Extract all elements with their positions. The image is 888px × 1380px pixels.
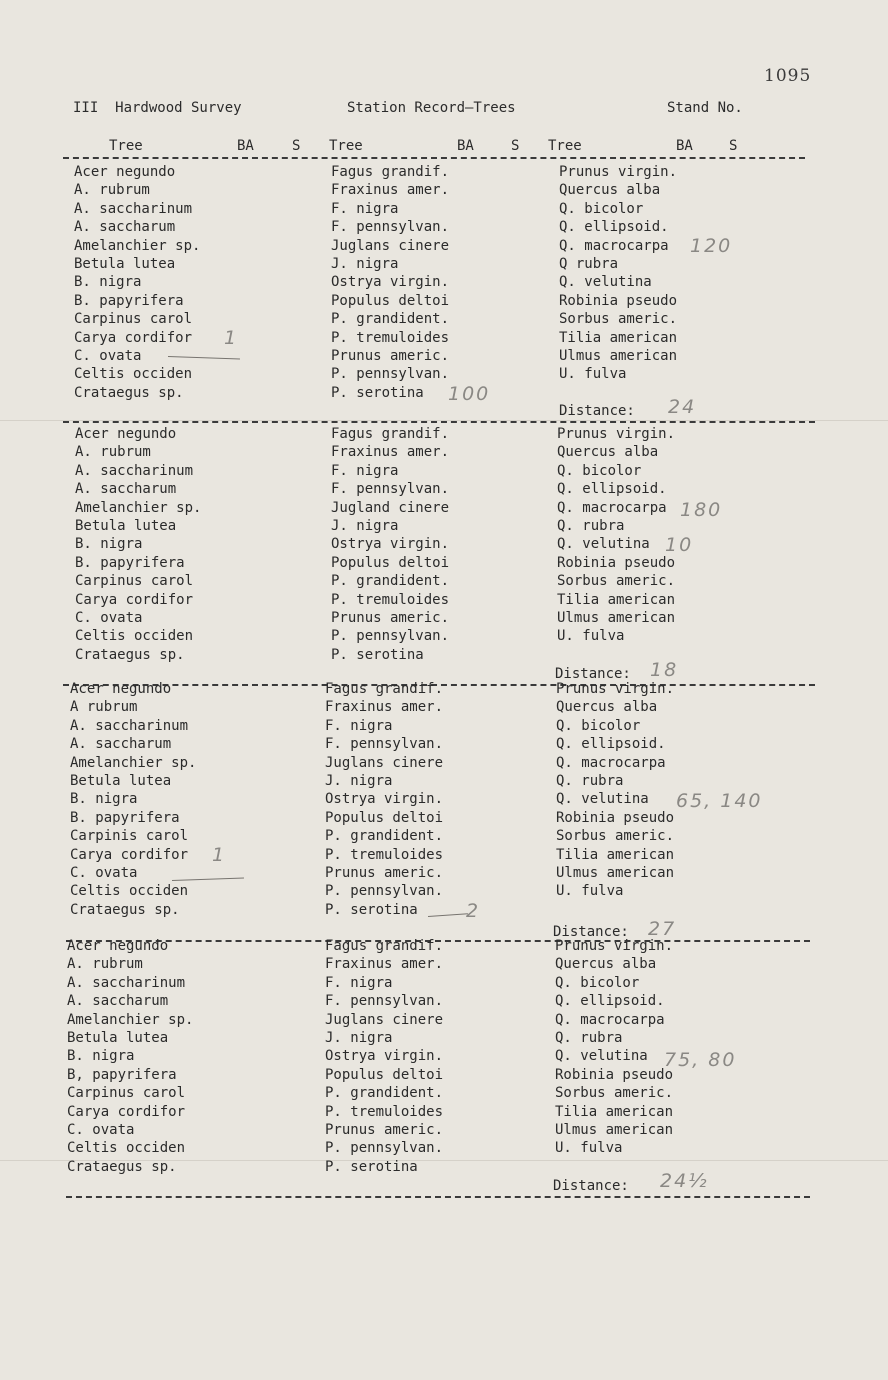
tree-entry: F. pennsylvan. xyxy=(325,993,444,1010)
tree-entry: P. tremuloides xyxy=(331,329,450,346)
header-divider xyxy=(63,157,805,159)
tree-entry: Tilia american xyxy=(557,591,676,608)
tree-entry: A. saccharinum xyxy=(74,200,193,217)
tree-entry: F. pennsylvan. xyxy=(331,219,450,236)
tree-entry: A rubrum xyxy=(70,699,138,716)
tree-entry: Populus deltoi xyxy=(325,809,444,826)
handwritten-ba-value: 100 xyxy=(448,383,491,405)
tree-entry: Carpinus carol xyxy=(75,573,194,590)
tree-entry: Prunus americ. xyxy=(325,864,444,881)
tree-entry: Betula lutea xyxy=(70,772,172,789)
tree-entry: Acer negundo xyxy=(70,681,172,697)
tree-entry: F. nigra xyxy=(331,462,399,479)
tree-entry: P. grandident. xyxy=(325,828,444,845)
tree-entry: Fraxinus amer. xyxy=(325,699,444,716)
tree-entry: Juglans cinere xyxy=(325,754,444,771)
tree-entry: Prunus virgin. xyxy=(555,938,674,954)
tree-entry: J. nigra xyxy=(325,772,393,789)
tree-entry: Q. ellipsoid. xyxy=(557,481,667,498)
tree-entry: Amelanchier sp. xyxy=(75,499,202,516)
tree-entry: P. grandident. xyxy=(331,311,450,328)
tree-entry: B. nigra xyxy=(70,791,138,808)
tree-entry: Sorbus americ. xyxy=(556,828,675,845)
tree-entry: Populus deltoi xyxy=(331,554,450,571)
tree-entry: Q. rubra xyxy=(555,1029,623,1046)
tree-entry: Robinia pseudo xyxy=(557,554,676,571)
tree-entry: Jugland cinere xyxy=(331,499,450,516)
col2-s-header: S xyxy=(511,138,520,154)
section-1-col-1 xyxy=(74,163,294,402)
tree-entry: Populus deltoi xyxy=(325,1066,444,1083)
tree-entry: Q. velutina xyxy=(555,1048,648,1065)
tree-entry: P. pennsylvan. xyxy=(331,628,450,645)
tree-entry: A. rubrum xyxy=(67,956,143,973)
tree-entry: Acer negundo xyxy=(74,164,176,180)
tree-entry: A. saccharum xyxy=(70,736,172,753)
tree-entry: Q. bicolor xyxy=(557,462,642,479)
tree-entry: J. nigra xyxy=(325,1029,393,1046)
tree-entry: Betula lutea xyxy=(75,517,177,534)
section-3-col-1 xyxy=(70,680,290,919)
tree-entry: Sorbus americ. xyxy=(557,573,676,590)
tree-entry: P. tremuloides xyxy=(331,591,450,608)
tree-entry: Populus deltoi xyxy=(331,292,450,309)
tree-entry: Amelanchier sp. xyxy=(70,754,197,771)
tree-entry: F. nigra xyxy=(331,200,399,217)
tree-entry: A. saccharum xyxy=(67,993,169,1010)
tree-entry: Q. velutina xyxy=(557,536,650,553)
section-2-col-2 xyxy=(331,425,551,664)
handwritten-tally-mark: 1 xyxy=(212,844,227,866)
tree-entry: B, papyrifera xyxy=(67,1066,177,1083)
tree-entry: Celtis occiden xyxy=(75,628,194,645)
tree-entry: Betula lutea xyxy=(74,255,176,272)
survey-title: III Hardwood Survey xyxy=(73,100,242,116)
tree-entry: Ulmus american xyxy=(559,347,678,364)
col3-ba-header: BA xyxy=(676,138,693,154)
tree-entry: Acer negundo xyxy=(75,426,177,442)
tree-entry: P. tremuloides xyxy=(325,846,444,863)
tree-entry: Q. macrocarpa xyxy=(555,1011,665,1028)
tree-entry: Quercus alba xyxy=(559,182,661,199)
tree-entry: Celtis occiden xyxy=(74,366,193,383)
tree-entry: Betula lutea xyxy=(67,1029,169,1046)
tree-entry: Ulmus american xyxy=(555,1121,674,1138)
tree-entry: C. ovata xyxy=(70,864,138,881)
tree-entry: Q. macrocarpa xyxy=(557,499,667,516)
tree-entry: Robinia pseudo xyxy=(559,292,678,309)
tree-entry: P. serotina xyxy=(331,384,424,401)
tree-entry: Q. ellipsoid. xyxy=(555,993,665,1010)
tree-entry: Fraxinus amer. xyxy=(325,956,444,973)
tree-entry: Amelanchier sp. xyxy=(67,1011,194,1028)
tree-entry: U. fulva xyxy=(556,883,624,900)
section-divider xyxy=(63,421,815,423)
tree-entry: Quercus alba xyxy=(556,699,658,716)
tree-entry: Carpinus carol xyxy=(67,1085,186,1102)
tree-entry: P. serotina xyxy=(325,901,418,918)
distance-label: Distance: xyxy=(553,1178,629,1194)
tree-entry: F. pennsylvan. xyxy=(325,736,444,753)
tree-entry: A. saccharum xyxy=(74,219,176,236)
stand-label: Stand No. xyxy=(667,100,743,116)
section-divider xyxy=(66,1196,810,1198)
tree-entry: J. nigra xyxy=(331,255,399,272)
record-title: Station Record—Trees xyxy=(347,100,516,116)
tree-entry: Prunus americ. xyxy=(331,609,450,626)
tree-entry: A. rubrum xyxy=(74,182,150,199)
tree-entry: Crataegus sp. xyxy=(74,384,184,401)
tree-entry: Celtis occiden xyxy=(67,1140,186,1157)
tree-entry: Q. rubra xyxy=(557,517,625,534)
col1-s-header: S xyxy=(292,138,301,154)
tree-entry: Prunus americ. xyxy=(325,1121,444,1138)
handwritten-distance: 24 xyxy=(668,396,697,418)
section-3-col-2 xyxy=(325,680,545,919)
tree-entry: Tilia american xyxy=(555,1103,674,1120)
tree-entry: B. nigra xyxy=(74,274,142,291)
distance-label: Distance: xyxy=(555,666,631,682)
tree-entry: P. pennsylvan. xyxy=(325,1140,444,1157)
tree-entry: J. nigra xyxy=(331,517,399,534)
tree-entry: Q. velutina xyxy=(559,274,652,291)
tree-entry: Crataegus sp. xyxy=(67,1158,177,1175)
tree-entry: A. saccharinum xyxy=(67,974,186,991)
tree-entry: C. ovata xyxy=(75,609,143,626)
tree-entry: P. pennsylvan. xyxy=(325,883,444,900)
tree-entry: Celtis occiden xyxy=(70,883,189,900)
section-1-col-2 xyxy=(331,163,551,402)
tree-entry: Q. bicolor xyxy=(559,200,644,217)
tree-entry: Sorbus americ. xyxy=(559,311,678,328)
tree-entry: U. fulva xyxy=(557,628,625,645)
tree-entry: Q. velutina xyxy=(556,791,649,808)
tree-entry: Ostrya virgin. xyxy=(331,274,450,291)
tree-entry: Quercus alba xyxy=(555,956,657,973)
handwritten-distance: 27 xyxy=(648,918,677,940)
tree-entry: C. ovata xyxy=(74,347,142,364)
tree-entry: Prunus virgin. xyxy=(557,426,676,442)
tree-entry: B. nigra xyxy=(75,536,143,553)
tree-entry: Robinia pseudo xyxy=(556,809,675,826)
tree-entry: Quercus alba xyxy=(557,444,659,461)
tree-entry: Tilia american xyxy=(559,329,678,346)
section-1-col-3 xyxy=(559,163,779,384)
tree-entry: Ulmus american xyxy=(556,864,675,881)
section-2-col-1 xyxy=(75,425,295,664)
tree-entry: Prunus virgin. xyxy=(559,164,678,180)
tree-entry: B. papyrifera xyxy=(75,554,185,571)
col3-tree-header: Tree xyxy=(548,138,582,154)
tree-entry: B. papyrifera xyxy=(74,292,184,309)
tree-entry: Crataegus sp. xyxy=(70,901,180,918)
distance-label: Distance: xyxy=(559,403,635,419)
tree-entry: Juglans cinere xyxy=(325,1011,444,1028)
col2-tree-header: Tree xyxy=(329,138,363,154)
tree-entry: Carya cordifor xyxy=(74,329,193,346)
stand-number-stamp: 1095 xyxy=(764,66,812,86)
tree-entry: Acer negundo xyxy=(67,938,169,954)
tree-entry: A. saccharinum xyxy=(75,462,194,479)
tree-entry: P. serotina xyxy=(331,646,424,663)
tree-entry: C. ovata xyxy=(67,1121,135,1138)
tree-entry: B. papyrifera xyxy=(70,809,180,826)
col1-ba-header: BA xyxy=(237,138,254,154)
col1-tree-header: Tree xyxy=(109,138,143,154)
tree-entry: Q. ellipsoid. xyxy=(556,736,666,753)
tree-entry: P. grandident. xyxy=(331,573,450,590)
tree-entry: Carya cordifor xyxy=(75,591,194,608)
tree-entry: B. nigra xyxy=(67,1048,135,1065)
tree-entry: Q. bicolor xyxy=(555,974,640,991)
tree-entry: Carya cordifor xyxy=(67,1103,186,1120)
tree-entry: Q. macrocarpa xyxy=(556,754,666,771)
section-4-col-1 xyxy=(67,937,287,1176)
section-4-col-3 xyxy=(555,937,775,1158)
tree-entry: Q rubra xyxy=(559,255,619,272)
tree-entry: U. fulva xyxy=(555,1140,623,1157)
tree-entry: Q. ellipsoid. xyxy=(559,219,669,236)
tree-entry: F. nigra xyxy=(325,974,393,991)
tree-entry: Robinia pseudo xyxy=(555,1066,674,1083)
handwritten-distance: 24½ xyxy=(660,1170,709,1192)
handwritten-ba-value: 180 xyxy=(680,499,723,521)
handwritten-ba-value: 75, 80 xyxy=(664,1049,737,1071)
tree-entry: Sorbus americ. xyxy=(555,1085,674,1102)
handwritten-ba-value: 65, 140 xyxy=(676,790,763,812)
tree-entry: Fagus grandif. xyxy=(331,164,450,180)
tree-entry: Q. macrocarpa xyxy=(559,237,669,254)
tree-entry: P. pennsylvan. xyxy=(331,366,450,383)
tree-entry: F. nigra xyxy=(325,717,393,734)
tree-entry: Crataegus sp. xyxy=(75,646,185,663)
tree-entry: A. saccharum xyxy=(75,481,177,498)
column-header-row xyxy=(0,138,888,158)
tree-entry: Fraxinus amer. xyxy=(331,182,450,199)
col2-ba-header: BA xyxy=(457,138,474,154)
tree-entry: A. rubrum xyxy=(75,444,151,461)
tree-entry: Tilia american xyxy=(556,846,675,863)
tree-entry: Amelanchier sp. xyxy=(74,237,201,254)
tree-entry: Fagus grandif. xyxy=(331,426,450,442)
handwritten-tally-mark: 2 xyxy=(466,900,481,922)
tree-entry: Carpinis carol xyxy=(70,828,189,845)
handwritten-distance: 18 xyxy=(650,659,679,681)
handwritten-tally-mark: 1 xyxy=(224,327,239,349)
tree-entry: Fraxinus amer. xyxy=(331,444,450,461)
tree-entry: Carpinus carol xyxy=(74,311,193,328)
tree-entry: Prunus americ. xyxy=(331,347,450,364)
tree-entry: Juglans cinere xyxy=(331,237,450,254)
tree-entry: Q. bicolor xyxy=(556,717,641,734)
tree-entry: Ostrya virgin. xyxy=(325,791,444,808)
distance-label: Distance: xyxy=(553,924,629,940)
tree-entry: Ostrya virgin. xyxy=(331,536,450,553)
tree-entry: P. grandident. xyxy=(325,1085,444,1102)
tree-entry: F. pennsylvan. xyxy=(331,481,450,498)
handwritten-ba-value: 10 xyxy=(665,534,694,556)
tree-entry: Carya cordifor xyxy=(70,846,189,863)
handwritten-ba-value: 120 xyxy=(690,235,733,257)
tree-entry: Prunus virgin. xyxy=(556,681,675,697)
tree-entry: Fagus grandif. xyxy=(325,681,444,697)
section-4-col-2 xyxy=(325,937,545,1176)
col3-s-header: S xyxy=(729,138,738,154)
tree-entry: A. saccharinum xyxy=(70,717,189,734)
tree-entry: U. fulva xyxy=(559,366,627,383)
tree-entry: P. serotina xyxy=(325,1158,418,1175)
tree-entry: P. tremuloides xyxy=(325,1103,444,1120)
tree-entry: Fagus grandif. xyxy=(325,938,444,954)
tree-entry: Ostrya virgin. xyxy=(325,1048,444,1065)
tree-entry: Ulmus american xyxy=(557,609,676,626)
tree-entry: Q. rubra xyxy=(556,772,624,789)
